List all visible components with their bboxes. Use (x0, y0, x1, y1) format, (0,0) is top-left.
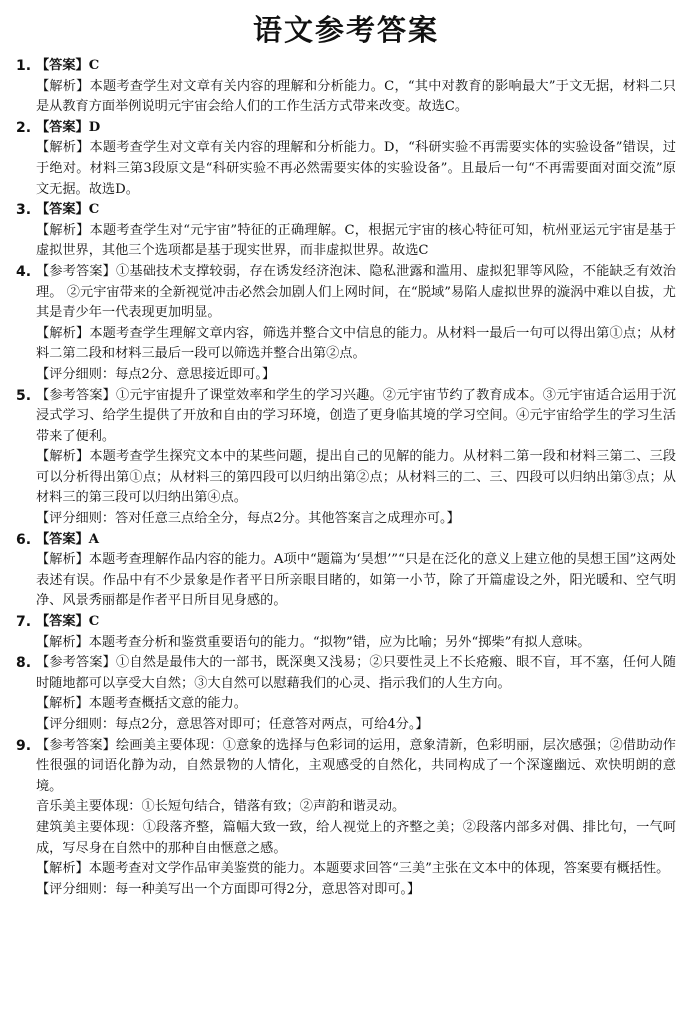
scoring-rules: 【评分细则：每点2分、意思接近即可。】 (36, 366, 276, 382)
analysis-text: 【解析】本题考查学生对文章有关内容的理解和分析能力。D，“科研实验不再需要实体的实验设备”错误，过于绝对。材料三第3段原文是“科研实验不再必然需要实体的实验设备”。且最后一句“不再需要面对面交流”原文无据。故选D。 (36, 140, 676, 197)
question-number: 4. (16, 263, 32, 280)
reference-answer: 【参考答案】①自然是最伟大的一部书，既深奥又浅易；②只要性灵上不长疮瘢、眼不盲，耳不塞，任何人随时随地都可以享受大自然；③大自然可以慰藉我们的心灵、指示我们的人生方向。 (36, 655, 676, 691)
analysis-text: 【解析】本题考查对文学作品审美鉴赏的能力。本题要求回答“三美”主张在文本中的体现，答案要有概括性。 (36, 861, 670, 877)
analysis-text: 【解析】本题考查学生探究文本中的某些问题，提出自己的见解的能力。从材料二第一段和材料三第二、三段可以分析得出第①点；从材料三的第四段可以归纳出第②点；从材料三的二、三、四段可以归纳出第③点；从材料三的第三段可以归纳出第④点。 (36, 449, 676, 506)
answer-line: 【答案】D (36, 119, 101, 135)
answer-line: 【答案】C (36, 614, 100, 630)
answer-line: 【答案】C (36, 202, 100, 218)
question-6 (16, 530, 676, 612)
question-number: 8. (16, 655, 32, 672)
question-number: 7. (16, 614, 32, 631)
question-7 (16, 612, 676, 653)
analysis-text: 【解析】本题考查学生对文章有关内容的理解和分析能力。C，“其中对教育的影响最大”于文无据，材料二只是从教育方面举例说明元宇宙会给人们的工作生活方式带来改变。故选C。 (36, 78, 676, 115)
reference-answer: 【参考答案】①元宇宙提升了课堂效率和学生的学习兴趣。②元宇宙节约了教育成本。③元宇宙适合运用于沉浸式学习、给学生提供了开放和自由的学习环境，创造了更身临其境的学习空间。④元宇宙给学生的学习生活带来了便利。 (36, 387, 676, 444)
scoring-rules: 【评分细则：每点2分，意思答对即可；任意答对两点，可给4分。】 (36, 717, 429, 732)
answer-line: 【答案】A (36, 531, 99, 547)
analysis-text: 【解析】本题考查概括文意的能力。 (36, 696, 247, 712)
scoring-rules: 【评分细则：每一种美写出一个方面即可得2分，意思答对即可。】 (36, 881, 421, 897)
question-number: 3. (16, 202, 32, 219)
analysis-text: 【解析】本题考查理解作品内容的能力。A项中“题篇为‘昊想’”“只是在泛化的意义上建立他的昊想王国”这两处表述有误。作品中有不少景象是作者平日所亲眼目睹的，如第一小节，除了开篇虚设之外，阳光暖和、空气明净、风景秀丽都是作者平日所目见身感的。 (36, 552, 676, 609)
question-9 (16, 736, 676, 901)
question-3 (16, 200, 676, 262)
analysis-text: 【解析】本题考查分析和鉴赏重要语句的能力。“拟物”错，应为比喻；另外“掷柴”有拟人意味。 (36, 634, 591, 650)
question-number: 1. (16, 58, 32, 74)
question-number: 6. (16, 531, 32, 548)
question-4 (16, 262, 676, 386)
analysis-text: 【解析】本题考查学生理解文章内容，筛选并整合文中信息的能力。从材料一最后一句可以得出第①点；从材料二第二段和材料三最后一段可以筛选并整合出第②点。 (36, 325, 676, 362)
page-title: 语文参考答案 (252, 13, 439, 47)
reference-answer: 【参考答案】绘画美主要体现：①意象的选择与色彩词的运用，意象清新，色彩明丽，层次感强；②借助动作性很强的词语化静为动，自然景物的人情化，主观感受的自然化，共同构成了一个深邃幽远、欢快明朗的意境。 (36, 737, 676, 794)
answer-line: 【答案】C (36, 58, 100, 73)
question-1 (16, 56, 676, 118)
architecture-beauty-text: 建筑美主要体现：①段落齐整，篇幅大致一致，给人视觉上的齐整之美；②段落内部多对偶、排比句，一气呵成，写尽身在自然中的那种自由惬意之感。 (36, 819, 676, 856)
question-5 (16, 386, 676, 530)
question-number: 9. (16, 737, 32, 754)
analysis-text: 【解析】本题考查学生对“元宇宙”特征的正确理解。C，根据元宇宙的核心特征可知，杭州亚运元宇宙是基于虚拟世界，其他三个选项都是基于现实世界，而非虚拟世界。故选C (36, 222, 676, 259)
question-2 (16, 118, 676, 200)
scoring-rules: 【评分细则：答对任意三点给全分，每点2分。其他答案言之成理亦可。】 (36, 511, 460, 527)
question-number: 5. (16, 387, 32, 404)
question-8 (16, 653, 676, 735)
reference-answer: 【参考答案】①基础技术支撑较弱，存在诱发经济泡沫、隐私泄露和滥用、虚拟犯罪等风险，不能缺乏有效治理。 ②元宇宙带来的全新视觉冲击必然会加剧人们上网时间，在“脱域”易陷人虚拟世界的漩涡中难以自拔，尤其是青少年一代表现更加明显。 (36, 263, 676, 321)
music-beauty-text: 音乐美主要体现：①长短句结合，错落有致；②声韵和谐灵动。 (36, 799, 406, 815)
question-number: 2. (16, 119, 32, 136)
